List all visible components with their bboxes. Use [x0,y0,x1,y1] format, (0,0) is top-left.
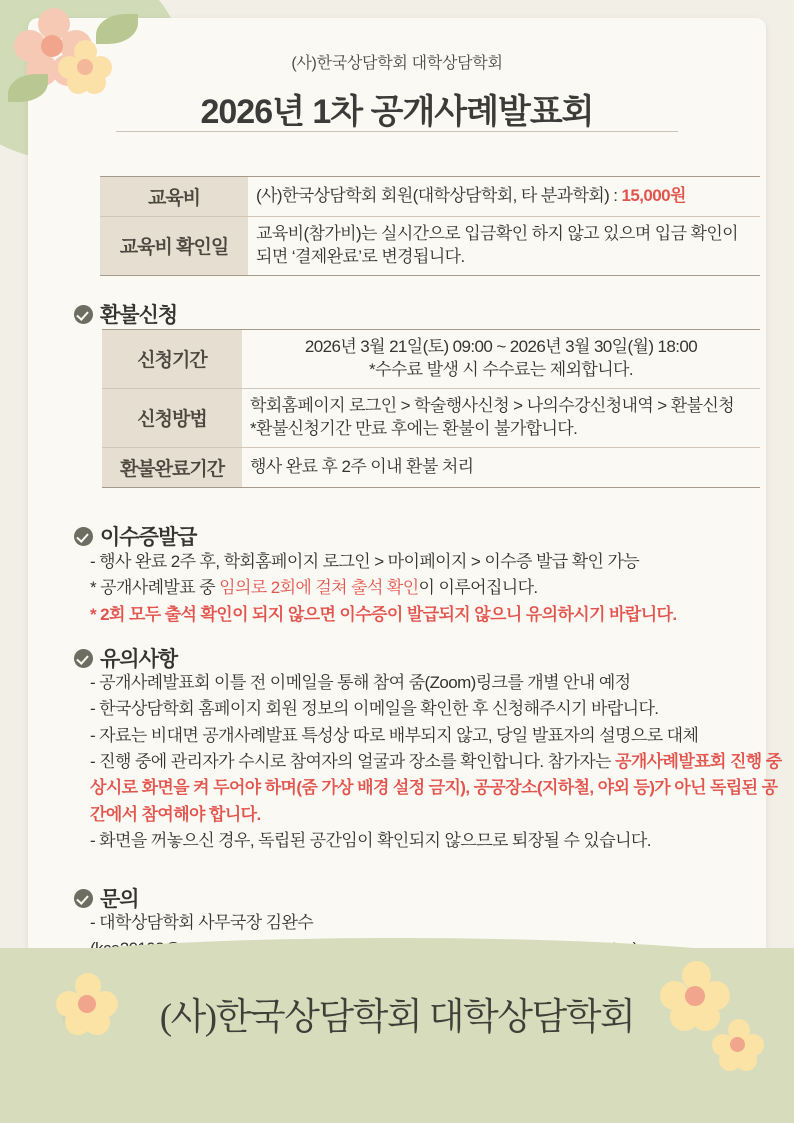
certificate-heading: 이수증발급 [100,526,197,549]
section-heading-notice [74,643,177,673]
fee-value-text: (사)한국상담학회 회원(대학상담학회, 타 분과학회) : [256,186,622,206]
association-name: (사)한국상담학회 대학상담학회 [291,55,503,72]
notice-line4-highlight: 공개사례발표회 진행 중 상시로 화면을 켜 두어야 하며(줌 가상 배경 설정 금지), 공공장소(지하철, 야외 등)가 아닌 독립된 공간에서 참여해야 합니다. [90,752,782,824]
table-row [100,217,760,276]
table-row [100,177,760,217]
notice-line4-pre: - 진행 중에 관리자가 수시로 참여자의 얼굴과 장소를 확인합니다. 참가자는 [90,752,616,772]
fee-label: 교육비 [100,177,248,217]
contact-heading: 문의 [100,888,139,911]
refund-period-line1: 2026년 3월 21일(토) 09:00 ~ 2026년 3월 30일(월) 18:00 [304,337,698,356]
cert-line2-pre: * 공개사례발표 중 [90,578,220,598]
refund-period-line2: *수수료 발생 시 수수료는 제외합니다. [369,359,633,379]
list-item [90,749,790,828]
fee-table [100,176,760,276]
list-item: - 공개사례발표회 이틀 전 이메일을 통해 참여 줌(Zoom)링크를 개별 안내 예정 [90,673,631,692]
refund-complete-value: 행사 완료 후 2주 이내 환불 처리 [242,447,760,487]
certificate-list [90,549,780,628]
refund-method-line1: 학회홈페이지 로그인 > 학술행사신청 > 나의수강신청내역 > 환불신청 [250,395,735,415]
page-title: 2026년 1차 공개사례발표회 [200,93,594,131]
list-item: * 2회 모두 출석 확인이 되지 않으면 이수증이 발급되지 않으니 유의하시기 바랍니다. [90,604,677,624]
refund-period-value [242,330,760,389]
notice-heading: 유의사항 [100,648,178,671]
footer-title: (사)한국상담학회 대학상담학회 [159,997,635,1038]
fee-value [248,177,760,217]
section-heading-certificate [74,521,196,551]
check-circle-icon [74,889,93,908]
table-row [102,447,760,487]
check-circle-icon [74,305,93,324]
refund-method-label: 신청방법 [102,388,242,447]
refund-table [102,329,760,488]
refund-period-label: 신청기간 [102,330,242,389]
header-area [28,18,782,968]
footer [0,951,794,1123]
title-divider [116,131,678,132]
table-row [102,388,760,447]
cert-line2-highlight: 임의로 2회에 걸쳐 출석 확인 [219,578,419,598]
list-item: - 한국상담학회 홈페이지 회원 정보의 이메일을 확인한 후 신청해주시기 바랍니다. [90,699,659,719]
cert-line2-post: 이 이루어집니다. [418,578,538,598]
check-circle-icon [74,649,93,668]
list-item: - 대학상담학회 사무국장 김완수 [90,913,314,932]
list-item [90,575,780,601]
check-circle-icon [74,527,93,546]
notice-list [90,670,790,854]
list-item: - 행사 완료 2주 후, 학회홈페이지 로그인 > 마이페이지 > 이수증 발급 확인 가능 [90,552,640,571]
list-item: - 자료는 비대면 공개사례발표 특성상 따로 배부되지 않고, 당일 발표자의 설명으로 대체 [90,725,699,745]
refund-method-line2: *환불신청기간 만료 후에는 환불이 불가합니다. [250,418,578,438]
refund-method-value [242,388,760,447]
refund-complete-label: 환불완료기간 [102,447,242,487]
fee-confirm-label: 교육비 확인일 [100,217,248,276]
section-heading-contact [74,883,139,913]
refund-heading: 환불신청 [100,304,178,327]
list-item: - 화면을 꺼놓으신 경우, 독립된 공간임이 확인되지 않으므로 퇴장될 수 있습니다. [90,831,651,851]
section-heading-refund [74,299,177,329]
table-row [102,330,760,389]
fee-confirm-value: 교육비(참가비)는 실시간으로 입금확인 하지 않고 있으며 입금 확인이 되면 ‘결제완료’로 변경됩니다. [248,217,760,276]
header [28,50,766,133]
fee-price: 15,000원 [621,186,686,206]
